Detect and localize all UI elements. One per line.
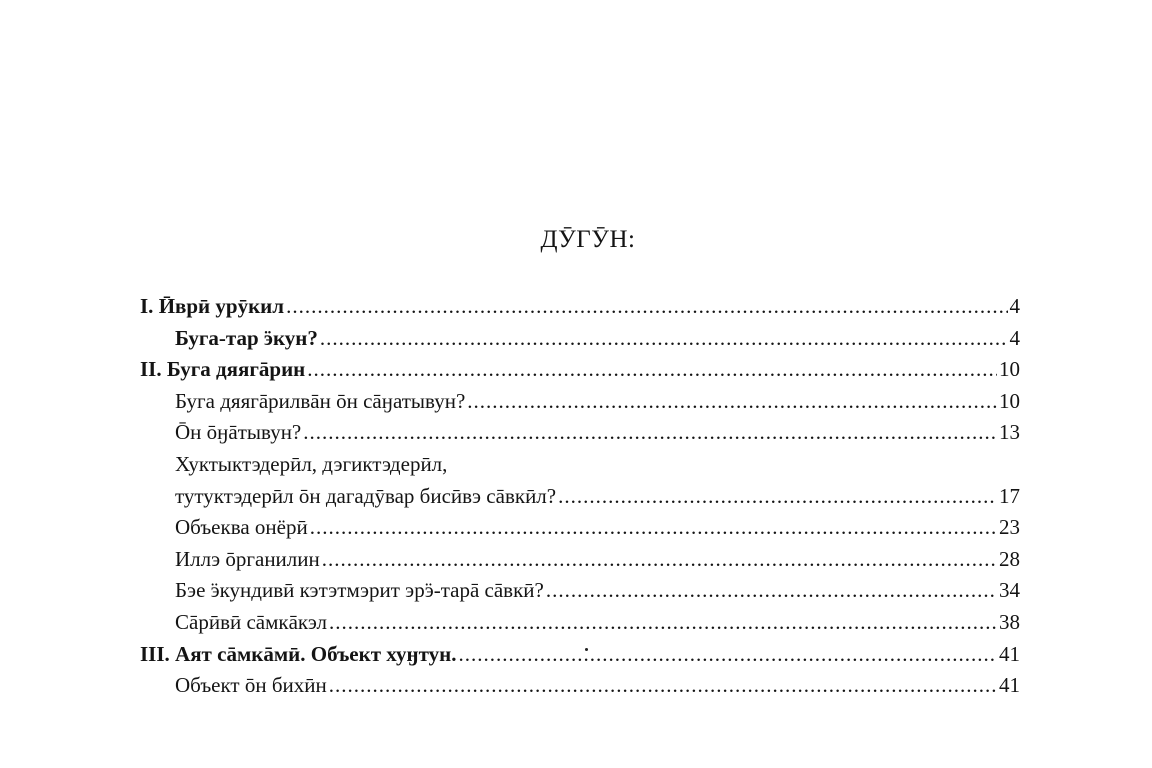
toc-entry-title: Объект ōн бихӣн [175, 673, 327, 698]
toc-entry [140, 481, 1020, 513]
toc-entry-title: Буга-тар ӭкун? [175, 325, 318, 350]
toc-entry [140, 544, 1020, 576]
toc-entry [140, 417, 1020, 449]
toc-entry-title: Аят сāмкāмӣ. Объект хуӈтун. [175, 641, 457, 666]
toc-entry [140, 323, 1020, 355]
toc-entry-page: 4 [1009, 294, 1020, 318]
toc-entry-title: Ōн ōӈāтывун? [175, 420, 302, 445]
table-of-contents [140, 291, 1020, 702]
toc-entry [140, 575, 1020, 607]
toc-entry-title: тутуктэдерӣл ōн дагадӯвар бисӣвэ сāвкӣл? [175, 483, 557, 508]
toc-entry-page: 4 [1009, 325, 1020, 350]
dot-leader [558, 481, 997, 513]
toc-entry-page: 41 [999, 673, 1020, 698]
toc-entry-page: 23 [999, 515, 1020, 540]
toc-entry-page: 17 [999, 483, 1020, 508]
toc-entry [140, 639, 1020, 671]
dot-leader [329, 670, 997, 702]
toc-entry-page: 13 [999, 420, 1020, 445]
toc-entry-page: 38 [999, 609, 1020, 634]
toc-entry [140, 512, 1020, 544]
toc-entry-number: II. [140, 357, 167, 382]
toc-entry-page: 34 [999, 578, 1020, 603]
dot-leader [329, 607, 997, 639]
toc-entry-page: 10 [999, 388, 1020, 413]
toc-entry-title: Буга дяягāрилвāн ōн сāӈатывун? [175, 388, 466, 413]
dot-leader [320, 323, 1008, 355]
toc-entry [140, 607, 1020, 639]
dot-leader [458, 639, 997, 671]
dot-leader [467, 386, 997, 418]
toc-entry-page: 28 [999, 546, 1020, 571]
print-speck [585, 648, 588, 651]
dot-leader [286, 291, 1007, 323]
toc-entry-title: Объеква онёрӣ [175, 515, 308, 540]
dot-leader [310, 512, 997, 544]
dot-leader [546, 575, 997, 607]
toc-entry [140, 386, 1020, 418]
toc-entry-number: I. [140, 294, 159, 318]
toc-entry [140, 670, 1020, 702]
toc-entry-number: III. [140, 641, 176, 666]
dot-leader [303, 417, 997, 449]
toc-entry-title: Бэе ӭкундивӣ кэтэтмэрит эрӭ-тарā сāвкӣ? [175, 578, 544, 603]
dot-leader [322, 544, 997, 576]
toc-title: ДӮГӮН: [540, 226, 636, 253]
toc-entry [140, 449, 1020, 481]
toc-entry [140, 291, 1020, 323]
toc-entry-title: Иллэ ōрганилин [175, 546, 320, 571]
toc-entry [140, 354, 1020, 386]
toc-entry-title: Буга дяягāрин [166, 357, 306, 382]
toc-entry-page: 41 [999, 641, 1020, 666]
toc-entry-page: 10 [999, 357, 1020, 382]
dot-leader [307, 354, 997, 386]
toc-entry-title: Хуктыктэдерӣл, дэгиктэдерӣл, [175, 451, 448, 476]
toc-entry-title: Ӣврӣ урӯкил [158, 294, 285, 318]
toc-entry-title: Сāрӣвӣ сāмкāкэл [175, 609, 327, 634]
